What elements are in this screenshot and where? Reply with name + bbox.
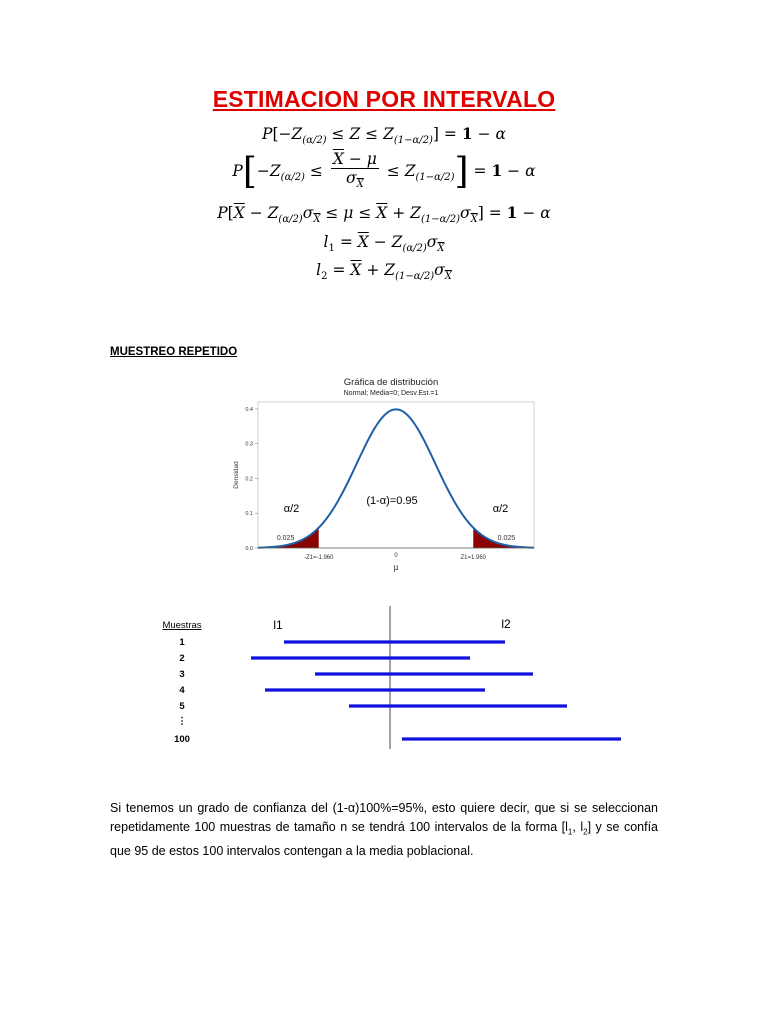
paragraph-text-1: Si tenemos un grado de confianza del (1-α)100%=95%, esto quiere decir, que si se seleccionan repetidamente 100 muestras de tamaño n se tendrá 100 intervalos de la forma [l: [110, 801, 658, 834]
sample-label: ⋮: [177, 716, 187, 727]
l2-label: l2: [501, 617, 511, 631]
paragraph-sub-2: 2: [583, 827, 588, 837]
y-tick-label: 0.4: [245, 406, 253, 413]
formula-1: $P[-Z_{(\alpha/2)} \le Z \le Z_{(1-\alpha/2)}] = 1 - \alpha$: [262, 124, 506, 147]
paragraph-text-2: , l: [572, 820, 584, 834]
page-title: ESTIMACION POR INTERVALO: [212, 86, 556, 112]
sample-label: 2: [179, 653, 185, 664]
y-tick-label: 0.2: [245, 476, 253, 483]
right-alpha-label: α/2: [492, 503, 509, 515]
l1-label: l1: [273, 618, 283, 632]
formula-2: $P[-Z_{(\alpha/2)}$ ≤ $\frac{\overline{X} - \mu}{\sigma_{\overline{X}}}$ ≤ $Z_{(1-\alpha/2)}] = 1 - \alpha$: [232, 150, 536, 193]
confidence-intervals-diagram: [150, 606, 640, 756]
formula-3: $P[\overline{X} - Z_{(\alpha/2)}\sigma_{\overline{X}} \le \mu \le \overline{X} + Z_{(1-\alpha/2)}\sigma_{\overline{X}}] = 1 - \alpha$: [217, 203, 551, 226]
sample-label: 5: [179, 701, 185, 712]
x-axis-label: μ: [393, 563, 399, 572]
y-axis-label: Densidad: [233, 461, 240, 489]
x-tick-label-center: 0: [394, 553, 398, 559]
right-area-label: 0.025: [497, 535, 516, 542]
explanation-paragraph: [110, 799, 658, 861]
left-area-label: 0.025: [276, 535, 295, 542]
plot-frame: [258, 402, 534, 548]
sample-label: 100: [174, 734, 190, 745]
y-tick-label: 0.0: [245, 546, 253, 552]
sample-label: 3: [179, 669, 185, 680]
chart-title: Gráfica de distribución: [343, 377, 439, 388]
x-tick-label-right: Z1=1.960: [460, 555, 487, 561]
formula-4: $l_1 = \overline{X} - Z_{(\alpha/2)}\sigma_{\overline{X}}$: [323, 233, 445, 255]
samples-header: Muestras: [162, 620, 202, 631]
paragraph-text-3: ] y se confía que 95 de estos 100 intervalos contengan a la media poblacional.: [110, 820, 659, 858]
sample-label: 4: [179, 685, 185, 696]
left-alpha-label: α/2: [283, 503, 300, 515]
sample-label: 1: [179, 637, 185, 648]
x-tick-label-left: -Z1=-1.960: [303, 555, 334, 561]
paragraph-sub-1: 1: [567, 827, 573, 837]
density-curve: [258, 409, 534, 547]
formula-5: $l_2 = \overline{X} + Z_{(1-\alpha/2)}\sigma_{\overline{X}}$: [316, 261, 452, 283]
normal-distribution-chart: [226, 376, 556, 576]
section-heading: MUESTREO REPETIDO: [110, 346, 238, 358]
y-tick-label: 0.1: [245, 511, 253, 518]
confidence-annotation: (1-α)=0.95: [366, 495, 418, 507]
chart-subtitle: Normal; Media=0; Desv.Est.=1: [343, 390, 439, 397]
y-tick-label: 0.3: [245, 441, 253, 448]
